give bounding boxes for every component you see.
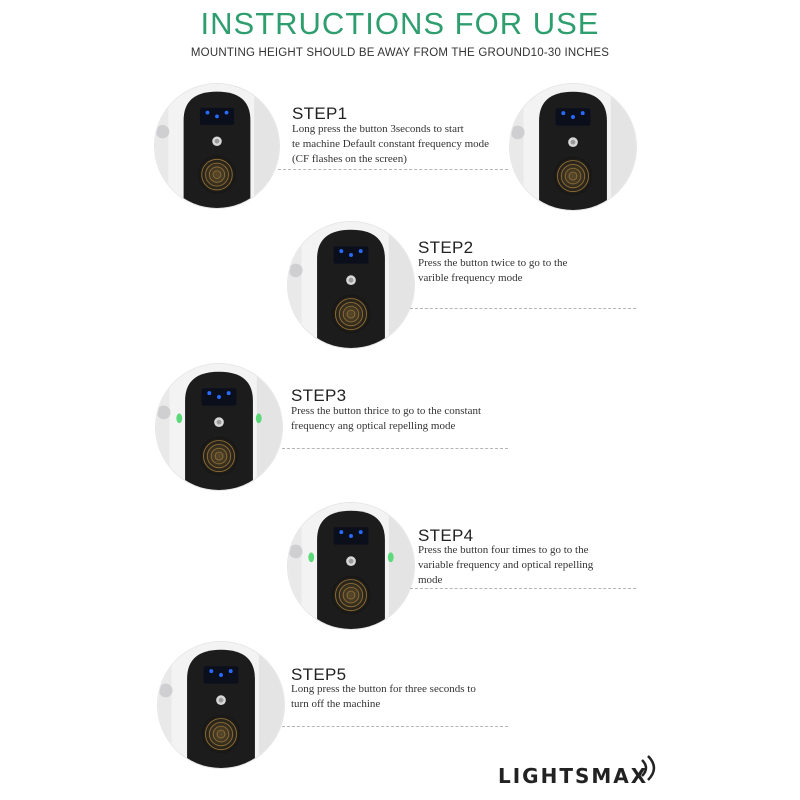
device-photo-step4 (288, 503, 414, 629)
device-photo-step3 (156, 364, 282, 490)
step4-line: mode (418, 574, 443, 586)
brand-logo (498, 760, 668, 790)
step4-divider (410, 588, 636, 589)
step3-desc (291, 404, 531, 434)
step2-title: STEP2 (418, 238, 474, 257)
step5-divider (282, 726, 508, 727)
step2-line: Press the button twice to go to the (418, 257, 568, 269)
device-photo-step1-left (155, 84, 279, 208)
page-subtitle: MOUNTING HEIGHT SHOULD BE AWAY FROM THE GROUND10-30 INCHES (190, 47, 610, 59)
device-photo-step2 (288, 222, 414, 348)
step5-line: Long press the button for three seconds to (291, 683, 476, 695)
step1-title: STEP1 (292, 104, 348, 123)
wifi-signal-icon (632, 754, 662, 784)
step1-line: te machine Default constant frequency mode (292, 138, 490, 150)
step4-line: variable frequency and optical repelling (418, 559, 594, 571)
step3-line: frequency ang optical repelling mode (291, 420, 456, 432)
device-photo-step1-right (510, 84, 636, 210)
step2-desc (418, 256, 648, 286)
step2-line: varible frequency mode (418, 272, 523, 284)
step3-line: Press the button thrice to go to the constant (291, 405, 482, 417)
step5-line: turn off the machine (291, 698, 381, 710)
step1-divider (278, 169, 508, 170)
step4-line: Press the button four times to go to the (418, 544, 589, 556)
step5-desc (291, 682, 521, 712)
step4-title: STEP4 (418, 526, 474, 545)
step1-line: (CF flashes on the screen) (292, 153, 407, 165)
step1-line: Long press the button 3seconds to start (292, 123, 464, 135)
step3-title: STEP3 (291, 386, 347, 405)
device-photo-step5 (158, 642, 284, 768)
brand-logo-text: LIGHTSMAX (498, 764, 649, 788)
step1-desc (292, 122, 522, 167)
step2-divider (410, 308, 636, 309)
step4-desc (418, 543, 648, 588)
step5-title: STEP5 (291, 665, 347, 684)
step3-divider (282, 448, 508, 449)
page-title: INSTRUCTIONS FOR USE (200, 6, 600, 41)
